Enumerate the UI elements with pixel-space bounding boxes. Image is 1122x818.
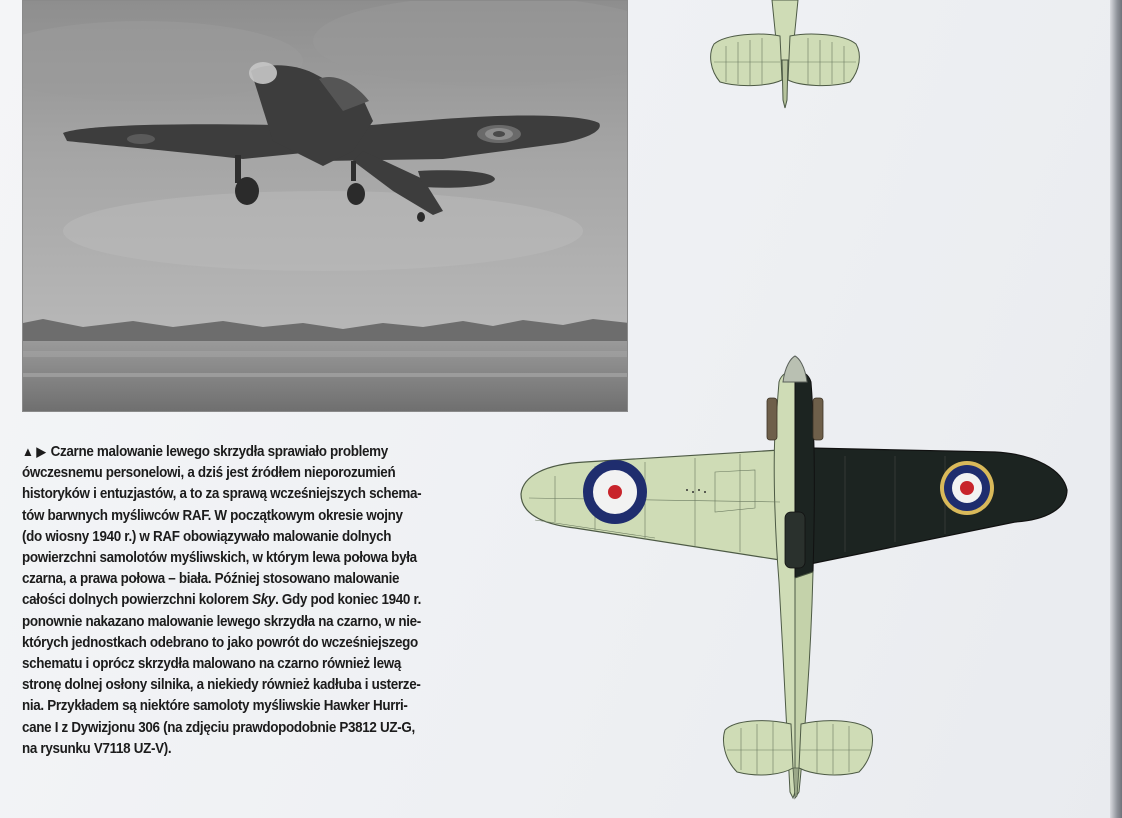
caption-line-5: (do wiosny 1940 r.) w RAF obowiązywało malowanie dolnych [22, 528, 392, 545]
caption-line-3: historyków i entuzjastów, a to za sprawą wcześniejszych schema- [22, 486, 422, 503]
caption-line-6: powierzchni samolotów myśliwskich, w którym lewa połowa była [22, 550, 417, 567]
hurricane-underside-drawing-icon [515, 352, 1075, 804]
caption-sky-word: Sky [252, 592, 276, 609]
hurricane-photo [22, 0, 628, 412]
caption-line-15: na rysunku V7118 UZ-V). [22, 740, 172, 757]
hurricane-photo-image [23, 1, 628, 412]
caption-line-12: stronę dolnej osłony silnika, a niekiedy również kadłuba i usterze- [22, 677, 421, 694]
caption-line-9: ponownie nakazano malowanie lewego skrzydła na czarno, w nie- [22, 613, 421, 630]
caption-line-11: schematu i oprócz skrzydła malowano na czarno również lewą [22, 656, 402, 673]
caption-line-7: czarna, a prawa połowa – biała. Później stosowano malowanie [22, 571, 400, 588]
caption-line-10: których jednostkach odebrano to jako powrót do wcześniejszego [22, 634, 418, 651]
caption-line-14: cane I z Dywizjonu 306 (na zdjęciu prawdopodobnie P3812 UZ-G, [22, 719, 415, 736]
caption-arrows-icon: ▲ ▶ [22, 444, 46, 459]
caption-line-1: ▲ ▶ Czarne malowanie lewego skrzydła sprawiało problemy [22, 444, 388, 460]
photo-caption [22, 441, 464, 760]
caption-line-13: nia. Przykładem są niektóre samoloty myśliwskie Hawker Hurri- [22, 698, 408, 715]
caption-line-2: ówczesnemu personelowi, a dziś jest źródłem nieporozumień [22, 465, 396, 482]
page-edge [1110, 0, 1122, 818]
caption-line-8: całości dolnych powierzchni kolorem Sky. Gdy pod koniec 1940 r. [22, 592, 422, 609]
top-aircraft-drawing [700, 0, 870, 112]
hurricane-underside-drawing [515, 352, 1075, 804]
caption-line-4: tów barwnych myśliwców RAF. W początkowym okresie wojny [22, 507, 403, 524]
hurricane-tailplane-drawing-icon [700, 0, 870, 112]
